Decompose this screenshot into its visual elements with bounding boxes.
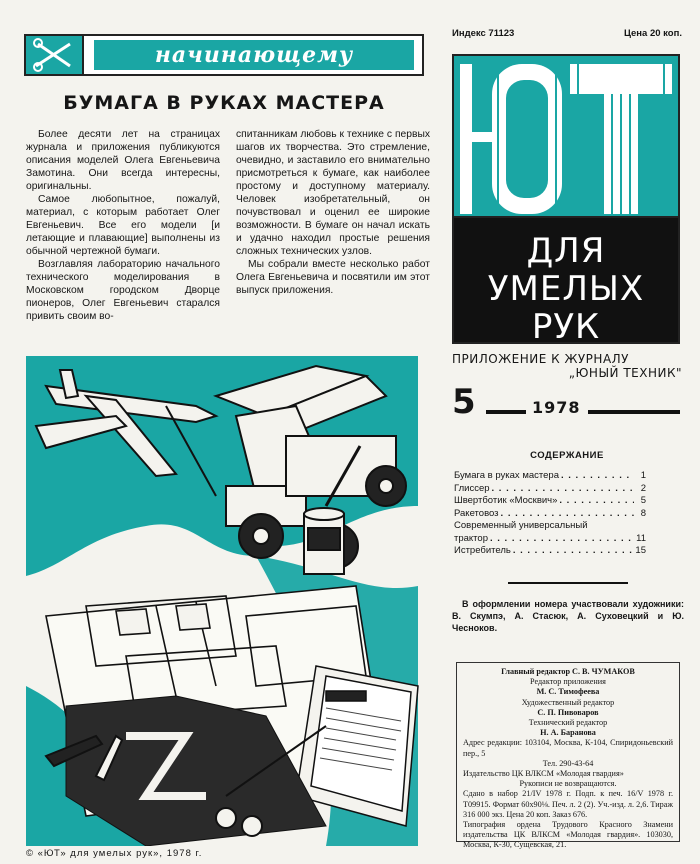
toc-item-title: Глиссер [454,482,490,494]
toc-item-page: 2 [640,482,646,494]
imprint-line: Сдано в набор 21/IV 1978 г. Подп. к печ. 16/V 1978 г. Т09915. Формат 60х90⅛. Печ. л. 2 (2). Уч.-изд. л. 2,6. Тираж 316 000 экз. Цена 20 коп. Заказ 676. [463,789,673,819]
toc-item[interactable] [454,483,646,496]
section-title: начинающему [94,40,414,70]
article-column-1 [26,128,220,323]
toc-item-page: 15 [635,545,646,556]
imprint-line: М. С. Тимофеева [536,687,600,697]
toc-item[interactable] [454,495,646,508]
leader-dots [490,483,634,496]
toc-item[interactable] [454,533,646,546]
cover-title-line: УМЕЛЫХ [487,269,645,309]
imprint-line: Главный редактор С. В. ЧУМАКОВ [501,667,635,676]
issue-number: 5 [452,382,476,422]
cover-illustration [26,356,422,846]
tools-icon [26,36,84,74]
price: Цена 20 коп. [623,28,682,39]
yut-logo [452,54,680,216]
article-column-2 [236,128,430,297]
leader-dots [511,545,634,558]
leader-dots [488,533,634,546]
paragraph: Более десяти лет на страницах журнала и приложения публикуются описания моделей Олега Евгеньевича Замотина. Они всегда интересны, оригинальны. [26,129,220,192]
imprint-line: Художественный редактор [521,697,615,707]
table-of-contents [454,470,646,558]
artists-credit: В оформлении номера участвовали художники: В. Скумпэ, А. Стасюк, А. Суховецкий и Ю. Чесноков. [452,599,684,633]
leader-dots [499,508,634,521]
imprint-line: Рукописи не возвращаются. [519,779,617,789]
imprint-line: Адрес редакции: 103104, Москва, К-104, Спиридоньевский пер., 5 [463,738,673,758]
supplement-line [452,352,682,380]
toc-item[interactable] [454,470,646,483]
cover-title-line: ДЛЯ [526,231,606,271]
paragraph: Самое любопытное, пожалуй, материал, с которым работает Олег Евгеньевич. Все его модели [и летающие и плавающие] выполнены из обычной чертежной бумаги. [26,194,220,257]
issue-year: 1978 [532,398,581,417]
imprint-line: Издательство ЦК ВЛКСМ «Молодая гвардия» [463,769,624,779]
toc-item-page: 11 [636,532,646,544]
divider [508,582,628,584]
toc-item[interactable] [454,545,646,558]
cover-title-line: РУК [531,307,601,347]
toc-item-title: Современный универсальный [454,520,588,531]
cover-topline [452,28,682,39]
paragraph: Мы собрали вместе несколько работ Олега Евгеньевича и посвятили им этот выпуск приложения. [236,259,430,296]
toc-item-title: Истребитель [454,545,511,556]
toc-item-title: Швертботик «Москвич» [454,495,558,506]
toc-item[interactable] [454,508,646,521]
divider [588,410,680,414]
leader-dots [559,470,634,483]
copyright-caption: © «ЮТ» для умелых рук», 1978 г. [26,848,203,859]
divider [486,410,526,414]
toc-title: СОДЕРЖАНИЕ [530,450,604,461]
section-banner [24,34,424,76]
toc-item-title: Бумага в руках мастера [454,470,559,481]
toc-item-title: трактор [454,532,488,544]
imprint-line: Редактор приложения [530,677,606,687]
article-title: БУМАГА В РУКАХ МАСТЕРА [63,92,385,114]
paragraph: спитанникам любовь к технике с первых шагов их творчества. Это стремление, очевидно, и заставило его внимательно присмотреться к бумаге, как наиболее простому и доступному материалу. Человек изобретательный, он почувствовал и оценил ее широкие возможности. В бумаге он начал искать и удачно находил простые решения сложных технических узлов. [236,129,430,257]
magazine-name: „ЮНЫЙ ТЕХНИК" [568,366,682,380]
toc-item-title: Ракетовоз [454,507,499,519]
toc-item-page: 5 [640,495,646,506]
index-number: Индекс 71123 [452,28,515,39]
paragraph: Возглавляя лабораторию начального технического моделирования в Московском городском Дворце пионеров, Олег Евгеньевич старался привить своим во- [26,259,220,322]
leader-dots [557,495,634,508]
supplement-text: ПРИЛОЖЕНИЕ К ЖУРНАЛУ [452,352,629,366]
toc-item-page: 1 [640,470,646,481]
cover-title-block [452,216,680,347]
imprint-line: Типография ордена Трудового Красного Знамени издательства ЦК ВЛКСМ «Молодая гвардия». 103030, Москва, К-30, Сущевская, 21. [463,820,673,850]
issue-info [452,382,682,422]
toc-item[interactable] [454,520,646,533]
imprint-line: С. П. Пивоваров [537,707,599,717]
imprint-line: Н. А. Баранова [540,728,596,738]
imprint-box [456,662,680,850]
imprint-line: Технический редактор [528,718,608,728]
toc-item-page: 8 [640,507,646,519]
imprint-line: Тел. 290-43-64 [542,758,594,768]
